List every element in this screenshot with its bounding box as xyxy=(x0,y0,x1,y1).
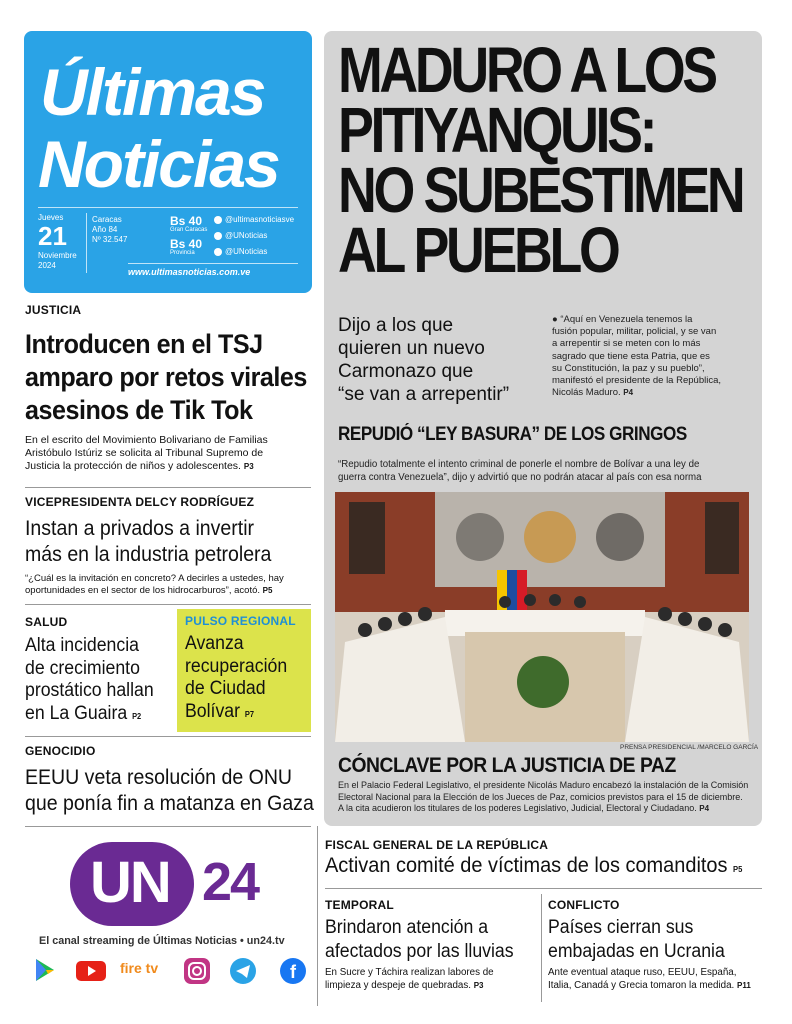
logo-ultimas: Últimas xyxy=(40,55,265,129)
headline-line: amparo por retos virales xyxy=(25,362,307,392)
conclave-line: Electoral Nacional para la Elección de los Jueces de Paz, comicios previstos para el 15 de diciembre. xyxy=(338,791,743,802)
headline-line: Activan comité de víctimas de los comanditos xyxy=(325,854,728,877)
page-ref: P3 xyxy=(243,462,254,471)
body-line: “¿Cuál es la invitación en concreto? A decirles a ustedes, hay xyxy=(25,573,284,584)
page-ref: P5 xyxy=(262,586,273,595)
divider xyxy=(325,888,762,889)
masthead-divider-2 xyxy=(128,263,298,264)
section-genocidio: GENOCIDIO xyxy=(25,744,96,758)
headline-line: más en la industria petrolera xyxy=(25,543,272,566)
un24-logo-number: 24 xyxy=(202,852,259,912)
quote-line: fusión popular, militar, policial, y se van xyxy=(552,326,717,338)
headline-line: embajadas en Ucrania xyxy=(548,941,725,962)
instagram-icon[interactable] xyxy=(184,958,210,984)
headline-line-3: NO SUBESTIMEN xyxy=(338,154,743,226)
divider xyxy=(25,736,311,737)
page-ref: P4 xyxy=(623,388,634,398)
website: www.ultimasnoticias.com.ve xyxy=(128,267,251,277)
conclave-line: En el Palacio Federal Legislativo, el presidente Nicolás Maduro encabezó la instalación de la Comisión xyxy=(338,780,749,790)
city: Caracas xyxy=(92,215,122,224)
sub-body-line: “Repudio totalmente el intento criminal de ponerle el nombre de Bolívar a una ley de xyxy=(338,459,700,470)
twitter-icon xyxy=(214,232,222,240)
logo-noticias: Noticias xyxy=(38,127,279,201)
headline-line: Bolívar xyxy=(185,700,241,722)
lead-photo xyxy=(335,492,749,742)
deck-line: Dijo a los que xyxy=(338,315,454,336)
temporal-headline xyxy=(325,916,514,964)
social-handle-3: @UNoticias xyxy=(225,247,268,256)
page-ref: P11 xyxy=(736,980,751,990)
divider xyxy=(25,826,311,827)
price-caracas: Bs 40 xyxy=(170,214,203,228)
telegram-icon[interactable] xyxy=(230,958,256,984)
headline-line: prostático hallan xyxy=(25,680,154,701)
conflicto-body xyxy=(548,967,751,992)
headline-line: Países cierran sus xyxy=(548,917,694,938)
facebook-icon xyxy=(214,216,222,224)
social-handle-1: @ultimasnoticiasve xyxy=(225,215,295,224)
headline-line: Instan a privados a invertir xyxy=(25,517,255,540)
photo-credit: PRENSA PRESIDENCIAL /MARCELO GARCÍA xyxy=(620,744,759,751)
section-pulso-regional: PULSO REGIONAL xyxy=(185,614,296,628)
headline-line: EEUU veta resolución de ONU xyxy=(25,766,293,789)
section-conflicto: CONFLICTO xyxy=(548,898,620,912)
headline-line: que ponía fin a matanza en Gaza xyxy=(25,792,314,815)
price-caracas-label: Gran Caracas xyxy=(170,227,208,233)
genocidio-headline xyxy=(25,765,314,817)
section-temporal: TEMPORAL xyxy=(325,898,394,912)
deck-line: Carmonazo que xyxy=(338,361,474,382)
headline-line: afectados por las lluvias xyxy=(325,941,514,962)
date-weekday: Jueves xyxy=(38,213,64,222)
justicia-body xyxy=(25,434,268,473)
edition-year: Año 84 xyxy=(92,225,118,234)
headline-line: asesinos de Tik Tok xyxy=(25,395,253,425)
headline-line: en La Guaira xyxy=(25,702,128,724)
headline-line: de crecimiento xyxy=(25,657,140,679)
un24-tagline: El canal streaming de Últimas Noticias • un24.tv xyxy=(39,935,285,947)
quote-line: a arrepentir si se meten con lo más xyxy=(552,338,701,350)
deck xyxy=(338,314,509,406)
date-year: 2024 xyxy=(38,261,56,270)
masthead-divider xyxy=(38,207,298,208)
social-twitter xyxy=(214,231,267,241)
google-play-icon[interactable] xyxy=(34,958,56,982)
photo-illustration xyxy=(335,492,749,742)
conflicto-headline xyxy=(548,916,725,964)
deck-line: “se van a arrepentir” xyxy=(338,384,510,405)
youtube-icon[interactable] xyxy=(76,961,106,981)
edition-number: Nº 32.547 xyxy=(92,235,128,244)
quote-line: manifestó el presidente de la República, xyxy=(552,375,721,387)
section-fiscal: FISCAL GENERAL DE LA REPÚBLICA xyxy=(325,838,549,852)
headline-line: de Ciudad xyxy=(185,678,266,699)
body-line: Italia, Canadá y Grecia tomaron la medida. xyxy=(548,979,735,991)
sub-body-line: guerra contra Venezuela”, dijo y advirtió que no podrán atacar al país con esa norma xyxy=(338,472,702,483)
section-justicia: JUSTICIA xyxy=(25,303,82,317)
social-instagram xyxy=(214,215,294,225)
conclave-body xyxy=(338,780,748,815)
headline-line-4: AL PUEBLO xyxy=(338,214,618,286)
headline-line: Brindaron atención a xyxy=(325,917,489,938)
conclave-line: A la cita acudieron los titulares de los poderes Legislativo, Judicial, Electoral y Ciudadano. xyxy=(338,803,697,814)
masthead-vrule xyxy=(86,213,87,273)
column-rule xyxy=(541,894,542,1002)
vp-body xyxy=(25,573,284,597)
headline-line-2: PITIYANQUIS: xyxy=(338,94,655,166)
headline-line: Alta incidencia xyxy=(25,635,139,656)
pulso-headline xyxy=(185,633,287,726)
date-day: 21 xyxy=(38,221,67,251)
divider xyxy=(25,604,311,605)
sub-headline: REPUDIÓ “LEY BASURA” DE LOS GRINGOS xyxy=(338,424,687,445)
firetv-icon[interactable]: fire tv xyxy=(120,960,159,976)
headline-line: Avanza xyxy=(185,633,244,654)
quote-block xyxy=(552,314,721,399)
section-salud: SALUD xyxy=(25,615,68,629)
main-headline xyxy=(338,34,758,286)
page-ref: P3 xyxy=(473,980,484,990)
quote-line: su Constitución, la paz y su pueblo”, xyxy=(552,362,705,374)
body-line: Justicia la protección de niños y adolescentes. xyxy=(25,460,241,472)
body-line: En Sucre y Táchira realizan labores de xyxy=(325,967,494,978)
price-provincia-label: Provincia xyxy=(170,250,195,256)
quote-line: sagrado que tiene esta Patria, que es xyxy=(552,350,710,362)
temporal-body xyxy=(325,967,494,992)
masthead xyxy=(24,31,312,293)
quote-line: ● “Aquí en Venezuela tenemos la xyxy=(552,314,693,325)
section-vicepresidenta: VICEPRESIDENTA DELCY RODRÍGUEZ xyxy=(25,495,255,509)
body-line: En el escrito del Movimiento Bolivariano de Familias xyxy=(25,434,268,446)
headline-line: Introducen en el TSJ xyxy=(25,329,263,359)
body-line: limpieza y despeje de quebradas. xyxy=(325,979,471,991)
column-rule xyxy=(317,826,318,1006)
page-ref: P4 xyxy=(699,804,710,814)
price-provincia: Bs 40 xyxy=(170,237,203,251)
vp-headline xyxy=(25,516,271,568)
justicia-headline xyxy=(25,328,307,427)
social-handle-2: @UNoticias xyxy=(225,231,268,240)
page-ref: P5 xyxy=(733,865,743,874)
sub-body xyxy=(338,458,702,484)
date-month: Noviembre xyxy=(38,251,77,260)
fiscal-headline xyxy=(325,853,742,883)
salud-headline xyxy=(25,635,154,728)
deck-line: quieren un nuevo xyxy=(338,338,485,359)
un24-logo-text: UN xyxy=(90,850,170,915)
divider xyxy=(25,487,311,488)
headline-line-1: MADURO A LOS xyxy=(338,34,715,106)
body-line: oportunidades en el sector de los hidrocarburos”, acotó. xyxy=(25,585,260,596)
page-ref: P2 xyxy=(132,711,142,721)
social-insta xyxy=(214,247,267,257)
headline-line: recuperación xyxy=(185,655,288,677)
facebook-icon[interactable]: f xyxy=(280,958,306,984)
body-line: Aristóbulo Istúriz se solicita al Tribunal Supremo de xyxy=(25,447,264,459)
body-line: Ante eventual ataque ruso, EEUU, España, xyxy=(548,967,737,978)
instagram-icon xyxy=(214,248,222,256)
conclave-headline: CÓNCLAVE POR LA JUSTICIA DE PAZ xyxy=(338,754,676,777)
page-ref: P7 xyxy=(244,709,255,719)
quote-line: Nicolás Maduro. xyxy=(552,387,621,399)
